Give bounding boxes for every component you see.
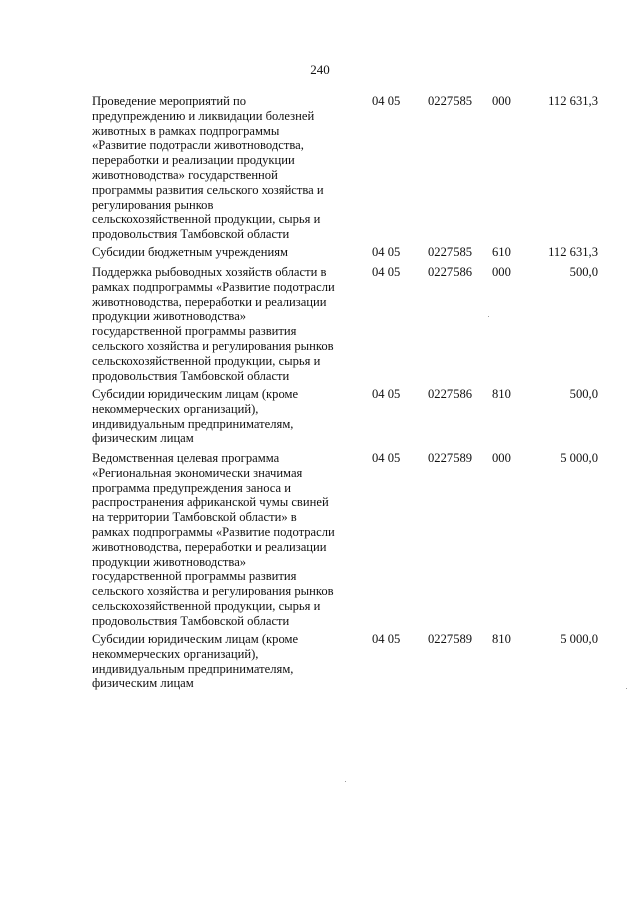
scan-speck <box>488 316 489 317</box>
row-target-code: 0227586 <box>428 387 473 401</box>
row-description: Ведомственная целевая программа «Региональная экономически значимая программа предупреждения заноса и распространения африканской чумы свиней на территории Тамбовской области» в рамках подпрограммы «Развитие подотрасли животноводства, переработки и реализации продукции животноводства» государственной программы развития сельского хозяйства и регулирования рынков сельскохозяйственной продукции, сырья и продовольствия Тамбовской области <box>92 451 335 628</box>
row-section: 04 05 <box>372 387 401 401</box>
row-description: Субсидии юридическим лицам (кроме некоммерческих организаций), индивидуальным предпринимателям, физическим лицам <box>92 632 299 691</box>
row-amount: 112 631,3 <box>548 94 598 108</box>
row-description: Проведение мероприятий по предупреждению и ликвидации болезней животных в рамках подпрограммы «Развитие подотрасли животноводства, переработки и реализации продукции животноводства» государственной программы развития сельского хозяйства и регулирования рынков сельскохозяйственной продукции, сырья и продовольствия Тамбовской области <box>92 94 324 242</box>
row-amount: 5 000,0 <box>560 632 598 646</box>
row-section: 04 05 <box>372 632 401 646</box>
row-description: Субсидии бюджетным учреждениям <box>92 245 288 259</box>
row-target-code: 0227589 <box>428 632 473 646</box>
row-expense-type: 810 <box>492 387 511 401</box>
row-amount: 500,0 <box>569 387 598 401</box>
row-section: 04 05 <box>372 265 401 279</box>
row-section: 04 05 <box>372 245 401 259</box>
row-expense-type: 810 <box>492 632 511 646</box>
row-target-code: 0227585 <box>428 94 473 108</box>
row-target-code: 0227589 <box>428 451 473 465</box>
page-number: 240 <box>310 62 330 77</box>
row-section: 04 05 <box>372 94 401 108</box>
row-section: 04 05 <box>372 451 401 465</box>
row-amount: 500,0 <box>569 265 598 279</box>
row-expense-type: 000 <box>492 265 511 279</box>
row-amount: 5 000,0 <box>560 451 598 465</box>
row-expense-type: 000 <box>492 451 511 465</box>
row-description: Поддержка рыбоводных хозяйств области в рамках подпрограммы «Развитие подотрасли животноводства, переработки и реализации продукции животноводства» государственной программы развития сельского хозяйства и регулирования рынков сельскохозяйственной продукции, сырья и продовольствия Тамбовской области <box>92 265 335 383</box>
scan-speck <box>626 688 627 689</box>
row-expense-type: 000 <box>492 94 511 108</box>
row-amount: 112 631,3 <box>548 245 598 259</box>
row-description: Субсидии юридическим лицам (кроме некоммерческих организаций), индивидуальным предпринимателям, физическим лицам <box>92 387 299 446</box>
row-target-code: 0227586 <box>428 265 473 279</box>
row-target-code: 0227585 <box>428 245 473 259</box>
scan-speck <box>345 781 346 782</box>
row-expense-type: 610 <box>492 245 511 259</box>
